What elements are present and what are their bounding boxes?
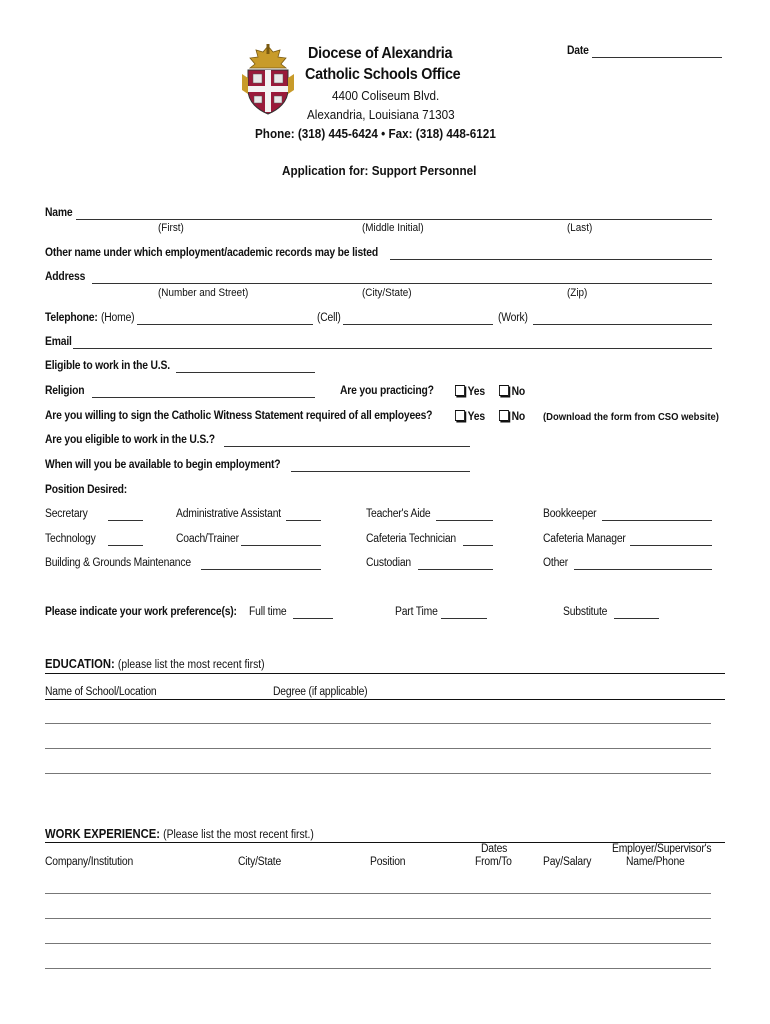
position-technology-field[interactable] [108, 545, 143, 546]
name-label: Name [45, 207, 73, 219]
date-field[interactable] [592, 57, 722, 58]
name-field[interactable] [76, 219, 712, 220]
citystate-caption: (City/State) [362, 287, 412, 299]
work-line-4[interactable] [45, 968, 711, 969]
position-cafeteria-tech: Cafeteria Technician [366, 533, 456, 545]
org-office: Catholic Schools Office [305, 66, 461, 83]
checkbox-icon [499, 385, 509, 396]
zip-caption: (Zip) [567, 287, 588, 299]
position-building: Building & Grounds Maintenance [45, 557, 191, 569]
eligible-us-question: Are you eligible to work in the U.S.? [45, 434, 215, 446]
education-header-rule [45, 699, 725, 700]
education-line-3[interactable] [45, 773, 711, 774]
eligible-us-label: Eligible to work in the U.S. [45, 360, 170, 372]
position-custodian-field[interactable] [418, 569, 493, 570]
part-time-field[interactable] [441, 618, 487, 619]
org-address-city: Alexandria, Louisiana 71303 [307, 107, 455, 122]
practicing-yes-option[interactable]: Yes [455, 385, 485, 398]
checkbox-icon [455, 385, 465, 396]
position-bookkeeper-field[interactable] [602, 520, 712, 521]
position-admin-assistant-field[interactable] [286, 520, 321, 521]
address-field[interactable] [92, 283, 712, 284]
substitute-field[interactable] [614, 618, 659, 619]
work-experience-heading: WORK EXPERIENCE: (Please list the most recent first.) [45, 827, 314, 841]
substitute-label: Substitute [563, 606, 608, 618]
position-technology: Technology [45, 533, 96, 545]
witness-no-option[interactable]: No [499, 410, 525, 423]
education-heading: EDUCATION: (please list the most recent first) [45, 657, 265, 671]
eligible-us-field[interactable] [176, 372, 315, 373]
position-coach: Coach/Trainer [176, 533, 239, 545]
email-label: Email [45, 336, 72, 348]
checkbox-icon [499, 410, 509, 421]
cell-phone-field[interactable] [343, 324, 493, 325]
org-phone-fax: Phone: (318) 445-6424 • Fax: (318) 448-6121 [255, 126, 496, 141]
religion-label: Religion [45, 385, 85, 397]
religion-field[interactable] [92, 397, 315, 398]
cell-phone-caption: (Cell) [317, 312, 341, 324]
position-cafeteria-tech-field[interactable] [463, 545, 493, 546]
position-admin-assistant: Administrative Assistant [176, 508, 281, 520]
middle-caption: (Middle Initial) [362, 222, 424, 234]
witness-statement-label: Are you willing to sign the Catholic Witness Statement required of all employees? [45, 410, 433, 422]
work-col-company: Company/Institution [45, 856, 134, 868]
education-col-school: Name of School/Location [45, 686, 157, 698]
home-phone-caption: (Home) [101, 312, 135, 324]
last-caption: (Last) [567, 222, 593, 234]
position-cafeteria-mgr-field[interactable] [630, 545, 712, 546]
available-field[interactable] [291, 471, 470, 472]
practicing-no-option[interactable]: No [499, 385, 525, 398]
position-coach-field[interactable] [241, 545, 321, 546]
diocese-crest-icon [240, 44, 296, 116]
work-col-employer: Employer/Supervisor's [612, 843, 712, 855]
other-name-field[interactable] [390, 259, 712, 260]
work-line-3[interactable] [45, 943, 711, 944]
position-building-field[interactable] [201, 569, 321, 570]
education-line-2[interactable] [45, 748, 711, 749]
work-col-city: City/State [238, 856, 282, 868]
work-col-pay: Pay/Salary [543, 856, 592, 868]
education-line-1[interactable] [45, 723, 711, 724]
work-col-dates: Dates [481, 843, 508, 855]
position-custodian: Custodian [366, 557, 411, 569]
eligible-us-answer-field[interactable] [224, 446, 470, 447]
position-teachers-aide: Teacher's Aide [366, 508, 431, 520]
org-address-street: 4400 Coliseum Blvd. [332, 88, 440, 103]
download-note: (Download the form from CSO website) [543, 411, 719, 423]
position-other: Other [543, 557, 568, 569]
work-col-fromto: From/To [475, 856, 512, 868]
position-cafeteria-mgr: Cafeteria Manager [543, 533, 626, 545]
work-col-position: Position [370, 856, 406, 868]
position-bookkeeper: Bookkeeper [543, 508, 597, 520]
work-preference-label: Please indicate your work preference(s): [45, 606, 237, 618]
work-phone-field[interactable] [533, 324, 712, 325]
org-name: Diocese of Alexandria [308, 45, 453, 62]
street-caption: (Number and Street) [158, 287, 249, 299]
witness-yes-option[interactable]: Yes [455, 410, 485, 423]
work-phone-caption: (Work) [498, 312, 528, 324]
first-caption: (First) [158, 222, 184, 234]
full-time-label: Full time [249, 606, 287, 618]
form-title: Application for: Support Personnel [282, 163, 477, 178]
other-name-label: Other name under which employment/academic records may be listed [45, 247, 379, 259]
position-other-field[interactable] [574, 569, 712, 570]
education-divider [45, 673, 725, 674]
work-col-name-phone: Name/Phone [626, 856, 685, 868]
part-time-label: Part Time [395, 606, 438, 618]
position-teachers-aide-field[interactable] [436, 520, 493, 521]
full-time-field[interactable] [293, 618, 333, 619]
education-col-degree: Degree (if applicable) [273, 686, 368, 698]
date-label: Date [567, 45, 589, 57]
address-label: Address [45, 271, 86, 283]
work-line-1[interactable] [45, 893, 711, 894]
practicing-label: Are you practicing? [340, 385, 434, 397]
email-field[interactable] [73, 348, 712, 349]
position-secretary: Secretary [45, 508, 88, 520]
telephone-label: Telephone: [45, 312, 98, 324]
home-phone-field[interactable] [137, 324, 313, 325]
work-line-2[interactable] [45, 918, 711, 919]
checkbox-icon [455, 410, 465, 421]
position-secretary-field[interactable] [108, 520, 143, 521]
position-desired-label: Position Desired: [45, 484, 128, 496]
available-label: When will you be available to begin employment? [45, 459, 281, 471]
